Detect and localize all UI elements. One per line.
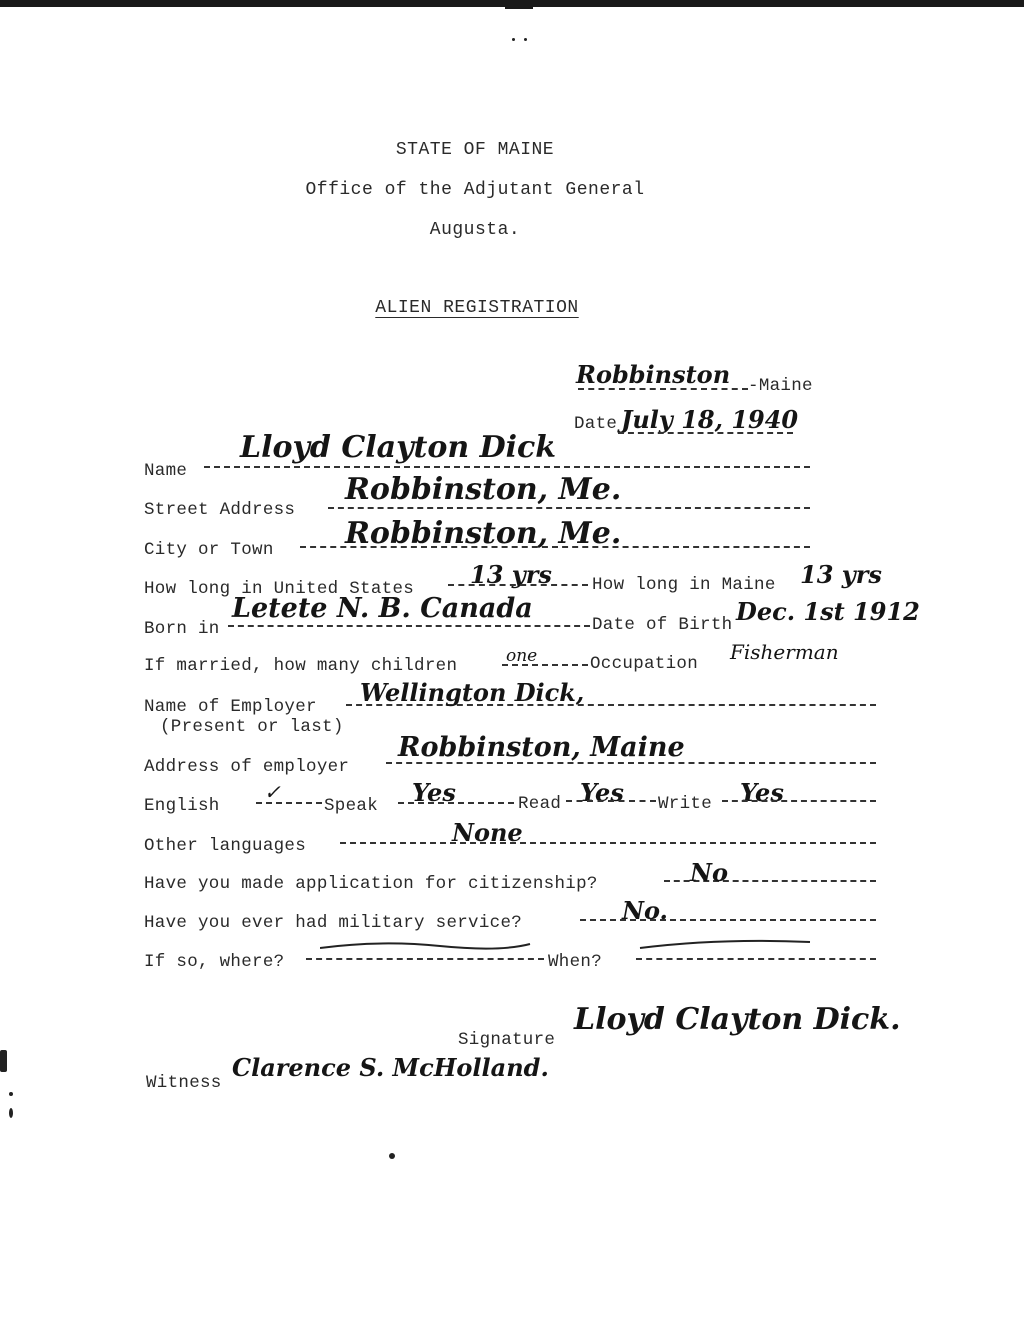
children-fill-line [502,664,588,666]
other-languages-value: None [452,818,523,847]
children-label: If married, how many children [144,656,458,676]
date-fill-line [618,432,793,434]
speak-value: Yes [412,778,456,807]
write-value: Yes [740,778,784,807]
write-fill-line [722,800,876,802]
town-fill-line [578,388,748,390]
children-value: one [506,646,538,666]
citizenship-label: Have you made application for citizenship? [144,874,598,894]
signature-label: Signature [458,1030,556,1050]
write-label: Write [658,794,713,814]
read-fill-line [566,800,656,802]
office-heading: Office of the Adjutant General [305,180,645,200]
scan-edge-mark [9,1108,13,1118]
born-in-label: Born in [144,619,220,639]
scan-top-mark [505,4,533,9]
read-value: Yes [580,778,624,807]
city-town-label: City or Town [144,540,274,560]
speak-label: Speak [324,796,379,816]
years-us-value: 13 yrs [470,560,552,589]
other-languages-fill-line [340,842,876,844]
form-title: ALIEN REGISTRATION [375,298,579,318]
where-fill-line [306,958,544,960]
scan-speck [524,38,527,41]
street-address-value: Robbinston, Me. [345,472,622,507]
other-languages-label: Other languages [144,836,307,856]
date-of-birth-label: Date of Birth [592,615,733,635]
military-value: No. [622,896,668,925]
scan-speck [389,1153,395,1159]
english-check: ✓ [264,780,281,804]
city-heading: Augusta. [429,220,521,240]
name-fill-line [204,466,810,468]
witness-value: Clarence S. McHolland. [232,1053,549,1082]
town-suffix-label: -Maine [748,376,813,396]
years-us-label: How long in United States [144,579,415,599]
born-in-fill-line [228,625,590,627]
where-label: If so, where? [144,952,285,972]
street-address-fill-line [328,507,810,509]
employer-label: Name of Employer [144,697,317,717]
years-us-fill-line [448,584,588,586]
occupation-label: Occupation [590,654,699,674]
date-value: July 18, 1940 [621,405,799,434]
scan-edge-mark [9,1092,13,1096]
date-label: Date [574,414,618,434]
employer-address-label: Address of employer [144,757,350,777]
military-label: Have you ever had military service? [144,913,523,933]
read-label: Read [518,794,562,814]
employer-value: Wellington Dick, [360,678,585,707]
years-maine-value: 13 yrs [800,560,882,589]
street-address-label: Street Address [144,500,296,520]
english-label: English [144,796,220,816]
occupation-value: Fisherman [730,640,839,664]
scan-edge-mark [0,1050,7,1072]
english-fill-line [256,802,322,804]
signature-value: Lloyd Clayton Dick. [574,1002,901,1037]
citizenship-value: No [690,858,728,887]
when-fill-line [636,958,876,960]
employer-sublabel: (Present or last) [160,717,344,737]
date-of-birth-value: Dec. 1st 1912 [736,597,920,626]
city-town-value: Robbinston, Me. [345,516,622,551]
years-maine-label: How long in Maine [592,575,776,595]
name-value: Lloyd Clayton Dick [240,430,557,465]
witness-label: Witness [146,1073,222,1093]
town-handwritten: Robbinston [576,360,731,389]
born-in-value: Letete N. B. Canada [232,593,533,624]
speak-fill-line [398,802,514,804]
employer-address-value: Robbinston, Maine [398,732,685,763]
name-label: Name [144,461,188,481]
where-strike-marks [320,936,820,956]
state-heading: STATE OF MAINE [395,140,555,160]
when-label: When? [548,952,603,972]
scan-speck [512,38,515,41]
